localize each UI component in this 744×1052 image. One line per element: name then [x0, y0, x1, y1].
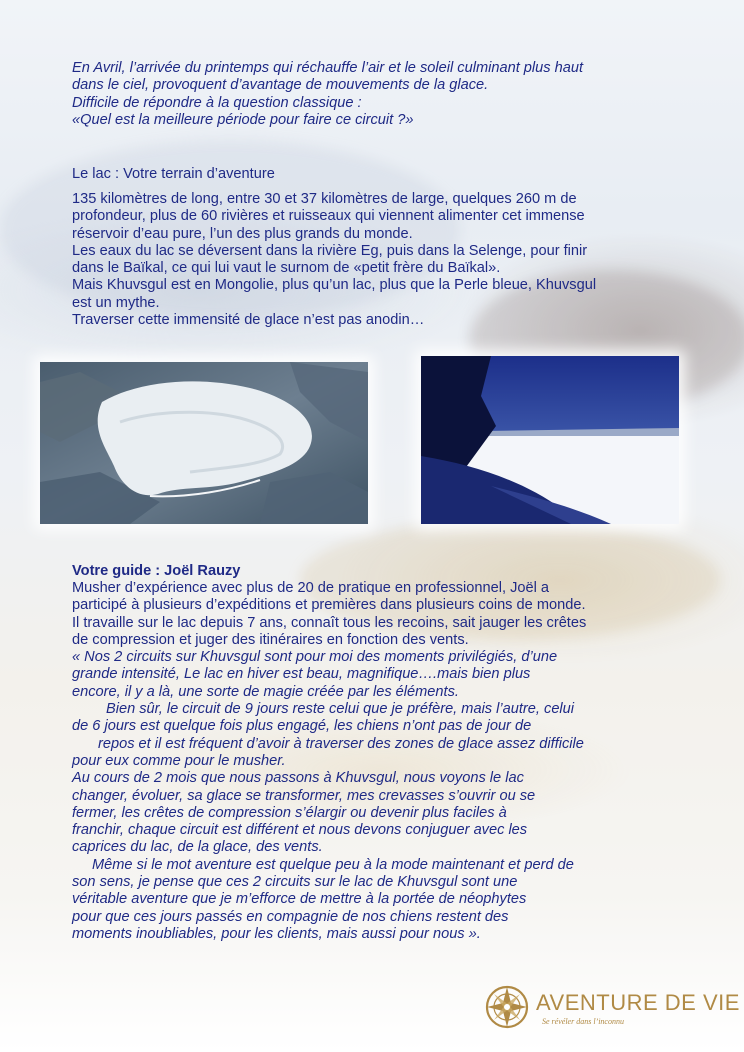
- intro-paragraph: [72, 60, 696, 129]
- quote-line: son sens, je pense que ces 2 circuits sur le lac de Khuvsgul sont une: [72, 874, 518, 891]
- quote-line: fermer, les crêtes de compression s’élargir ou devenir plus faciles à: [72, 804, 507, 821]
- guide-line: de compression et juger des itinéraires en fonction des vents.: [72, 631, 469, 648]
- quote-line: Au cours de 2 mois que nous passons à Khuvsgul, nous voyons le lac: [72, 770, 524, 787]
- guide-section: [72, 563, 696, 943]
- quote-line: franchir, chaque circuit est différent et nous devons conjuguer avec les: [72, 822, 528, 839]
- guide-line: Il travaille sur le lac depuis 7 ans, connaît tous les recoins, sait jauger les crêtes: [72, 614, 587, 631]
- intro-line: En Avril, l’arrivée du printemps qui réchauffe l’air et le soleil culminant plus haut: [72, 60, 584, 76]
- quote-line: changer, évoluer, sa glace se transformer, mes crevasses s’ouvrir ou se: [72, 787, 536, 804]
- lake-line: Les eaux du lac se déversent dans la rivière Eg, puis dans la Selenge, pour finir: [72, 242, 588, 259]
- brand-logo: [484, 984, 740, 1032]
- lake-line: est un mythe.: [72, 294, 160, 311]
- quote-line: caprices du lac, de la glace, des vents.: [72, 839, 323, 856]
- lake-satellite-photo: [40, 362, 368, 524]
- lake-line: 135 kilomètres de long, entre 30 et 37 kilomètres de large, quelques 260 m de: [72, 191, 577, 207]
- quote-line: grande intensité, Le lac en hiver est beau, magnifique….mais bien plus: [72, 666, 531, 683]
- guide-heading: Votre guide : Joël Rauzy: [72, 563, 241, 579]
- quote-line: repos et il est fréquent d’avoir à traverser des zones de glace assez difficile: [98, 735, 584, 752]
- compass-icon: [484, 984, 530, 1030]
- guide-line: participé à plusieurs d’expéditions et premières dans plusieurs coins de monde.: [72, 597, 586, 614]
- frozen-lake-photo: [421, 356, 679, 524]
- frozen-lake-image: [421, 356, 679, 524]
- quote-line: de 6 jours est quelque fois plus engagé, les chiens n’ont pas de jour de: [72, 718, 532, 735]
- quote-line: Même si le mot aventure est quelque peu à la mode maintenant et perd de: [92, 856, 574, 873]
- brand-tagline: Se révéler dans l’inconnu: [542, 1017, 624, 1026]
- guide-quote: [72, 649, 696, 943]
- quote-line: pour que ces jours passés en compagnie de nos chiens restent des: [72, 908, 509, 925]
- lake-line: réservoir d’eau pure, l’un des plus grands du monde.: [72, 225, 413, 242]
- quote-line: Bien sûr, le circuit de 9 jours reste celui que je préfère, mais l’autre, celui: [106, 701, 575, 718]
- quote-line: encore, il y a là, une sorte de magie créée par les éléments.: [72, 683, 459, 700]
- lake-section: [72, 166, 696, 329]
- brand-name: AVENTURE DE VIE: [536, 990, 740, 1015]
- lake-line: Mais Khuvsgul est en Mongolie, plus qu’un lac, plus que la Perle bleue, Khuvsgul: [72, 277, 597, 294]
- intro-line: «Quel est la meilleure période pour faire ce circuit ?»: [72, 111, 414, 128]
- guide-line: Musher d’expérience avec plus de 20 de pratique en professionnel, Joël a: [72, 580, 550, 596]
- lake-line: Traverser cette immensité de glace n’est pas anodin…: [72, 312, 425, 329]
- lake-heading: Le lac : Votre terrain d’aventure: [72, 166, 275, 182]
- quote-line: « Nos 2 circuits sur Khuvsgul sont pour moi des moments privilégiés, d’une: [72, 649, 558, 666]
- lake-satellite-image: [40, 362, 368, 524]
- quote-line: pour eux comme pour le musher.: [72, 752, 286, 769]
- quote-line: moments inoubliables, pour les clients, mais aussi pour nous ».: [72, 925, 481, 942]
- quote-line: véritable aventure que je m’efforce de mettre à la portée de néophytes: [72, 891, 527, 908]
- lake-line: dans le Baïkal, ce qui lui vaut le surnom de «petit frère du Baïkal».: [72, 260, 501, 277]
- lake-line: profondeur, plus de 60 rivières et ruisseaux qui viennent alimenter cet immense: [72, 208, 585, 225]
- intro-line: dans le ciel, provoquent d’avantage de mouvements de la glace.: [72, 77, 489, 94]
- intro-line: Difficile de répondre à la question classique :: [72, 94, 362, 111]
